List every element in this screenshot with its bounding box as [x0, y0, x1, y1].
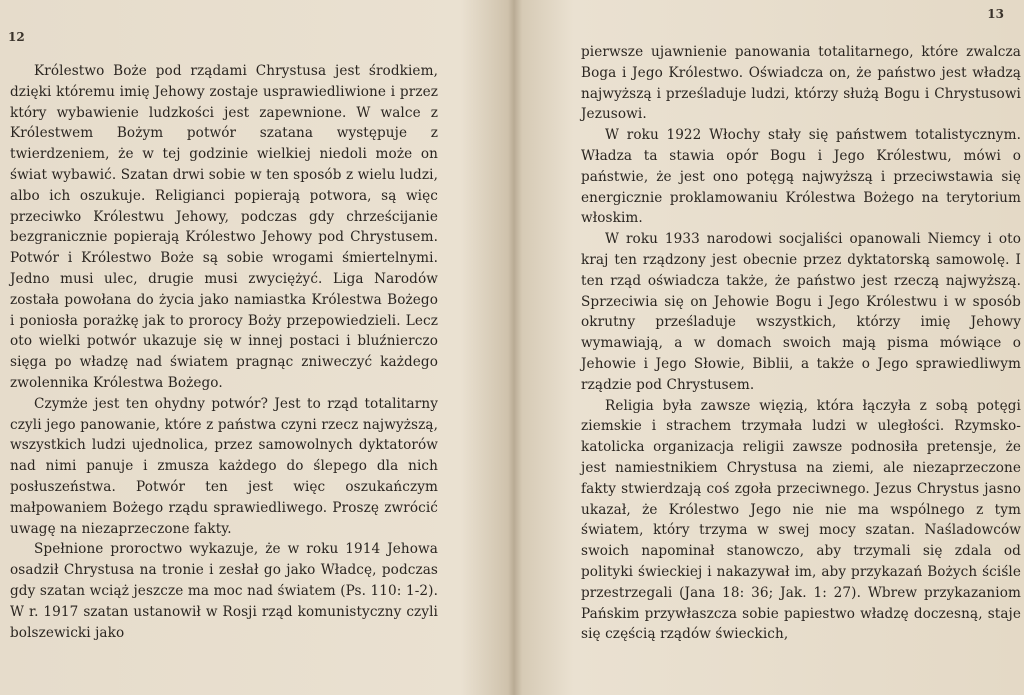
paragraph-continued: pierwsze ujawnienie panowania totalitarnego, które zwalcza Boga i Jego Królestwo. Oświadcza on, że państwo jest władzą najwyższą i prześladuje ludzi, którzy służą Bogu i Chrystusowi Jezusowi. — [581, 44, 1021, 123]
paragraph: Czymże jest ten ohydny potwór? Jest to rząd totalitarny czyli jego panowanie, które z państwa czyni rzecz najwyższą, wszystkich ludzi ujednolica, przez samowolnych dyktatorów nad nimi panuje i zmusza każdego do ślepego dla nich posłuszeństwa. Potwór ten jest więc oszukańczym małpowaniem Bożego rządu sprawiedliwego. Proszę zwrócić uwagę na niezaprzeczone fakty. — [10, 395, 438, 537]
paragraph: Religia była zawsze więzią, która łączyła z sobą potęgi ziemskie i strachem trzymała ludzi w uległości. Rzymsko-katolicka organizacja religii zawsze podnosiła pretensje, że jest namiestnikiem Chrystusa na ziemi, ale niezaprzeczone fakty stwierdzają coś zgoła przeciwnego. Jezus Chrystus jasno ukazał, że Królestwo Jego nie nie ma wspólnego z tym światem, który trzyma w swej mocy szatan. Naśladowców swoich napominał stanowczo, aby trzymali się zdala od polityki świeckiej i nakazywał im, aby przykazań Bożych ściśle przestrzegali (Jana 18: 36; Jak. 1: 27). Wbrew przykazaniom Pańskim przywłaszcza sobie papiestwo władzę doczesną, staje się częścią rządów świeckich, — [581, 397, 1021, 643]
paragraph: W roku 1922 Włochy stały się państwem totalistycznym. Władza ta stawia opór Bogu i Jego Królestwu, mówi o państwie, że jest ono potęgą najwyższą i przeciwstawia się energicznie proklamowaniu Królestwa Bożego na terytorium włoskim. — [581, 127, 1021, 227]
left-page — [0, 0, 510, 695]
right-page — [512, 0, 1024, 695]
page-number-right: 13 — [987, 7, 1004, 21]
paragraph: W roku 1933 narodowi socjaliści opanowali Niemcy i oto kraj ten rządzony jest obecnie przez dyktatorską samowolę. I ten rząd oświadcza także, że państwo jest rzeczą najwyższą. Sprzeciwia się on Jehowie Bogu i Jego Królestwu i w sposób okrutny prześladuje wszystkich, którzy imię Jehowy wymawiają, a w domach swoich mają pisma mówiące o Jehowie i Jego Słowie, Biblii, a także o Jego sprawiedliwym rządzie pod Chrystusem. — [581, 231, 1021, 393]
paragraph: Spełnione proroctwo wykazuje, że w roku 1914 Jehowa osadził Chrystusa na tronie i zesłał go jako Władcę, podczas gdy szatan wciąż jeszcze ma moc nad światem (Ps. 110: 1-2). W r. 1917 szatan ustanowił w Rosji rząd komunistyczny czyli bolszewicki jako — [10, 541, 438, 641]
left-page-text — [10, 61, 438, 643]
right-page-text — [581, 42, 1021, 645]
paragraph: Królestwo Boże pod rządami Chrystusa jest środkiem, dzięki któremu imię Jehowy zostaje usprawiedliwione i przez który wybawienie ludzkości jest zapewnione. W walce z Królestwem Bożym potwór szatana występuje z twierdzeniem, że w tej godzinie wielkiej niedoli może on świat wybawić. Szatan drwi sobie w ten sposób z wielu ludzi, albo ich oszukuje. Religianci popierają potwora, są więc przeciwko Królestwu Jehowy, podczas gdy chrześcijanie bezgranicznie popierają Królestwo Jehowy pod Chrystusem. Potwór i Królestwo Boże są sobie wrogami śmiertelnymi. Jedno musi ulec, drugie musi zwyciężyć. Liga Narodów została powołana do życia jako namiastka Królestwa Bożego i poniosła porażkę jak to prorocy Boży przepowiedzieli. Lecz oto wielki potwór ukazuje się w innej postaci i bluźnierczo sięga po władzę nad światem pragnąc zniweczyć każdego zwolennika Królestwa Bożego. — [10, 63, 438, 391]
page-number-left: 12 — [8, 30, 25, 44]
